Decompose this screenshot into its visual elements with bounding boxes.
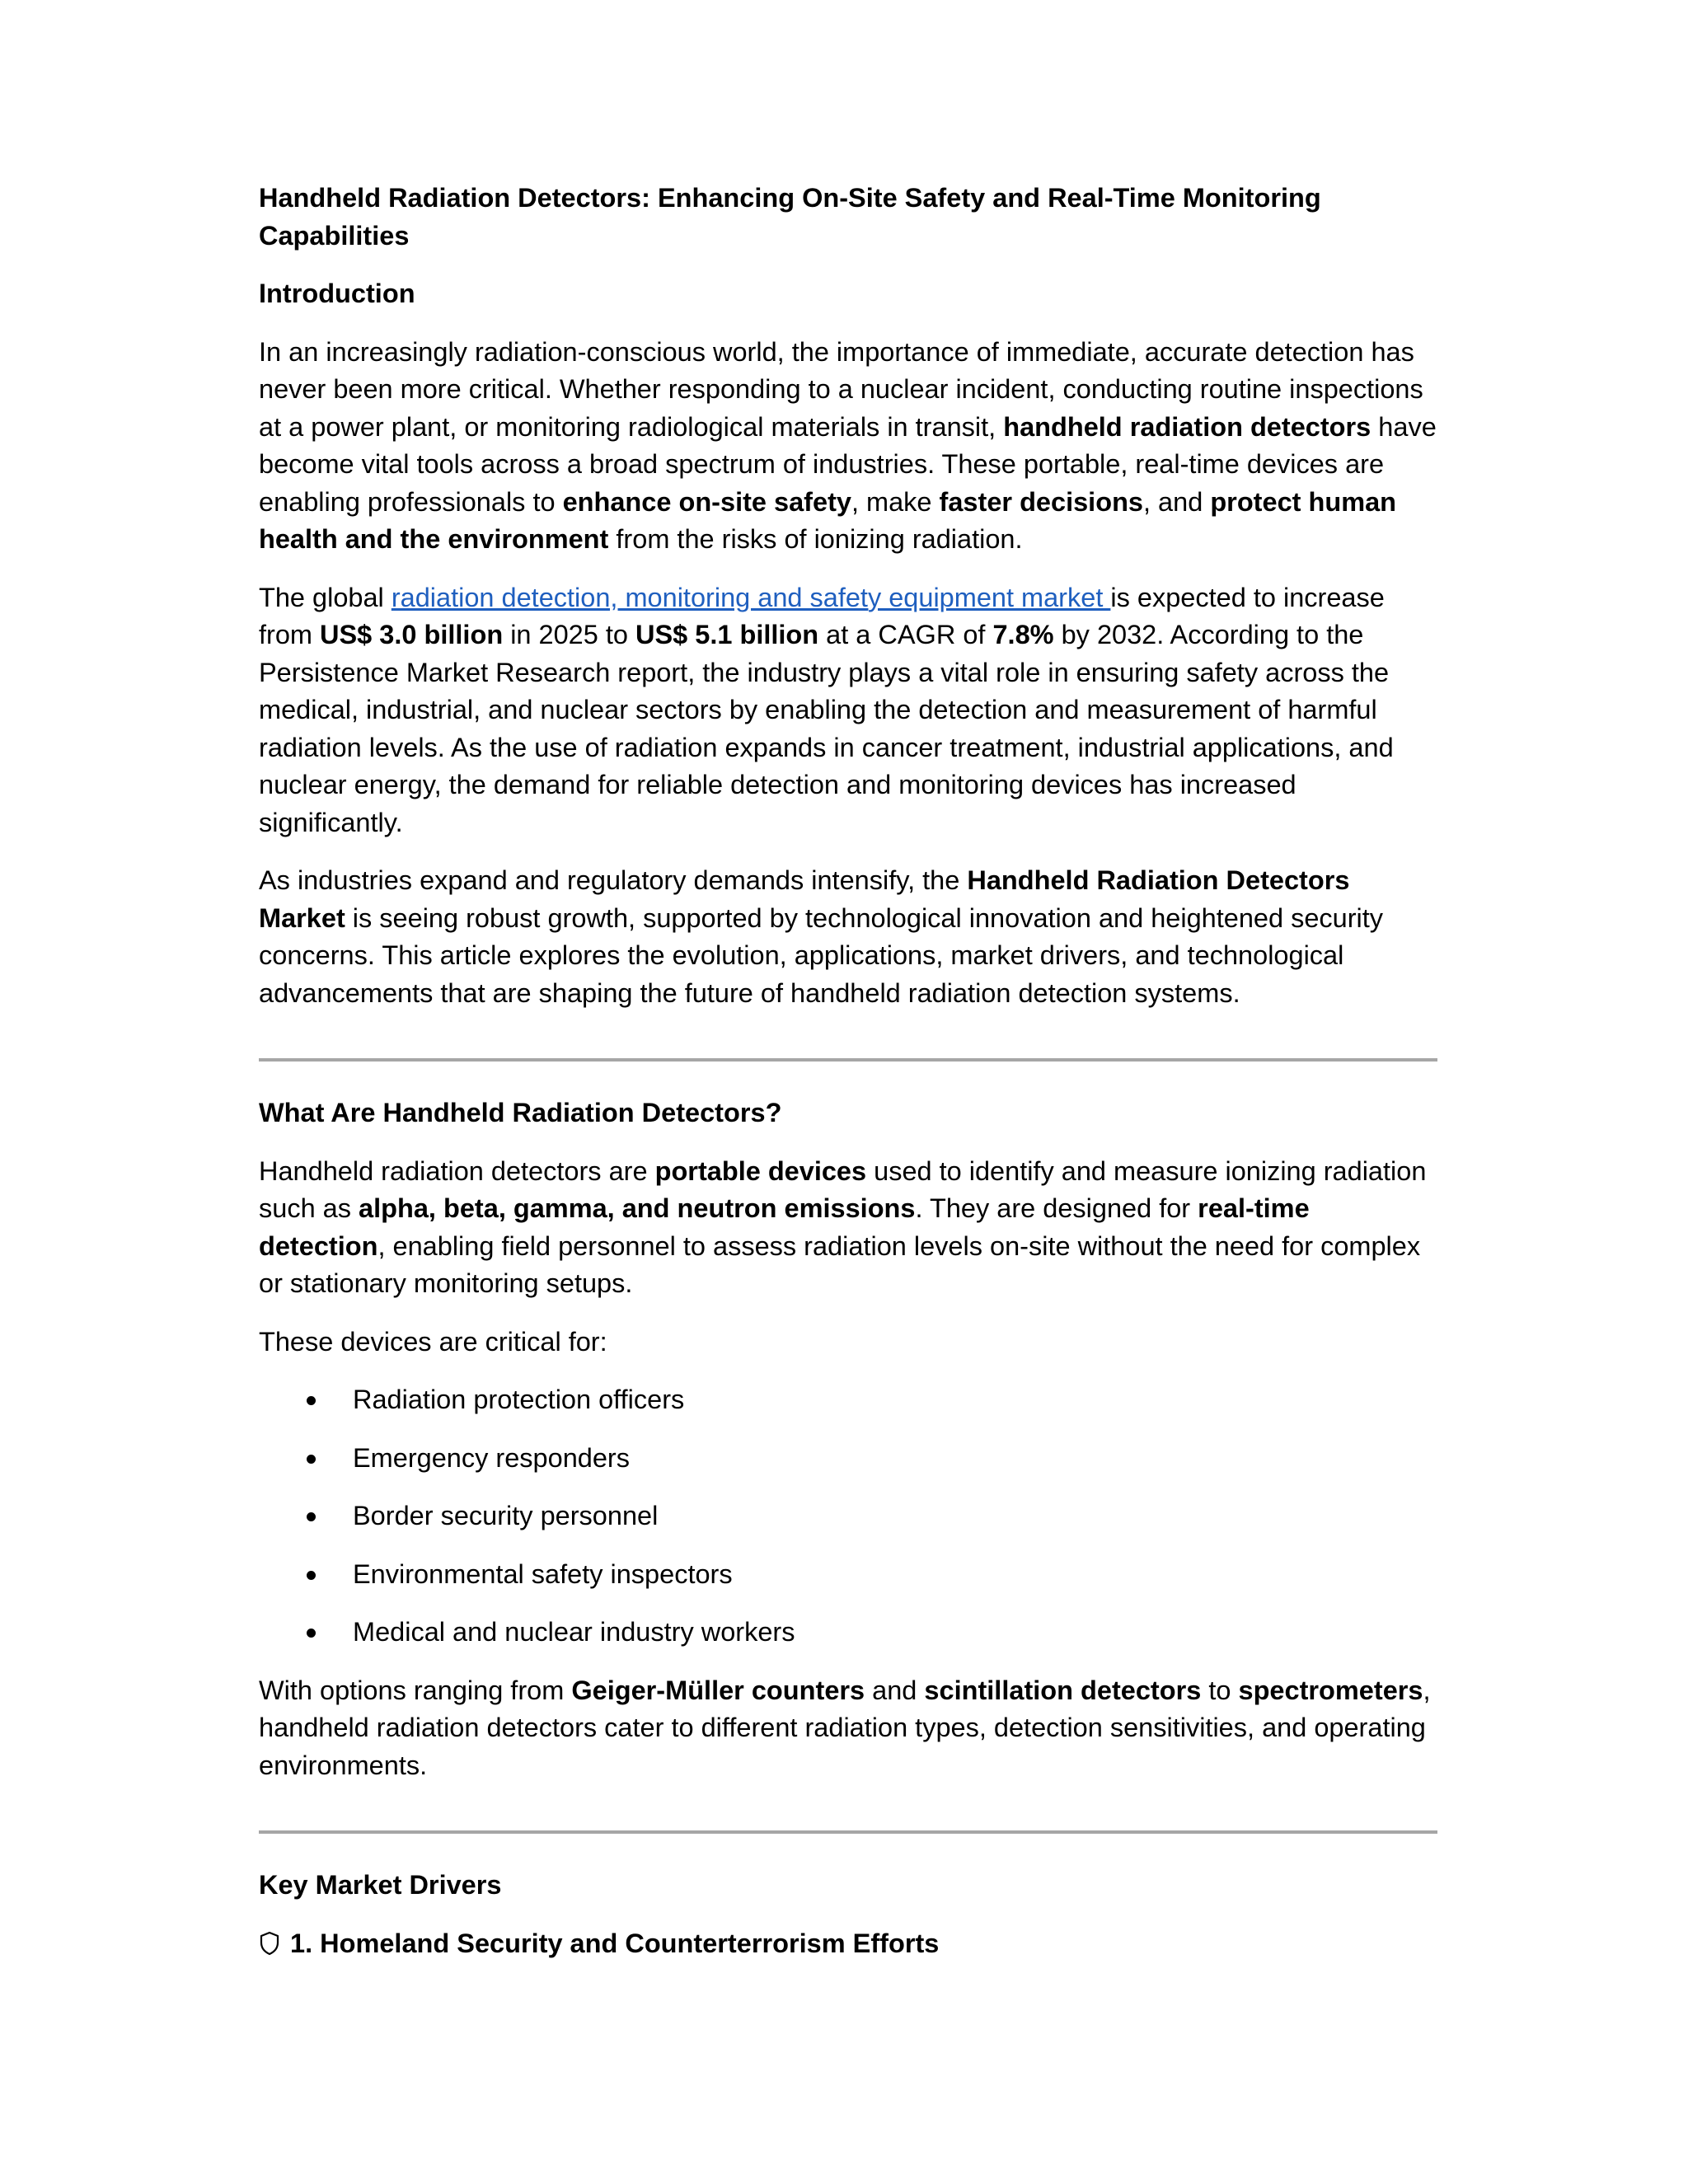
what-paragraph-3: With options ranging from Geiger-Müller counters and scintillation detectors to spectrometers, handheld radiation detectors cater to different radiation types, detection sensitivities, and operating environments. [259,1675,1431,1780]
shield-icon [259,1931,280,1956]
list-item: Border security personnel [259,1497,1437,1535]
drivers-heading: Key Market Drivers [259,1870,502,1900]
list-item: Emergency responders [259,1440,1437,1478]
what-paragraph-1: Handheld radiation detectors are portable devices used to identify and measure ionizing radiation such as alpha, beta, gamma, and neutron emissions. They are designed for real-time detection, enabling field personnel to assess radiation levels on-site without the need for complex or stationary monitoring setups. [259,1155,1427,1298]
bullet-icon [307,1629,316,1638]
section-divider [259,1830,1437,1834]
bullet-icon [307,1396,316,1405]
what-paragraph-2: These devices are critical for: [259,1326,607,1357]
list-item: Radiation protection officers [259,1381,1437,1419]
intro-paragraph-3: As industries expand and regulatory demands intensify, the Handheld Radiation Detectors Market is seeing robust growth, supported by technological innovation and heightened security concerns. This article explores the evolution, applications, market drivers, and technological advancements that are shaping the future of handheld radiation detection systems. [259,865,1384,1008]
section-divider [259,1058,1437,1062]
bullet-icon [307,1512,316,1521]
document-page [259,180,1437,1983]
bullet-icon [307,1455,316,1464]
list-item: Environmental safety inspectors [259,1556,1437,1594]
what-heading: What Are Handheld Radiation Detectors? [259,1098,782,1127]
market-report-link[interactable]: radiation detection, monitoring and safety equipment market [391,582,1111,612]
document-title: Handheld Radiation Detectors: Enhancing On-Site Safety and Real-Time Monitoring Capabilities [259,183,1321,251]
intro-heading: Introduction [259,279,415,308]
driver-subheading-1: 1. Homeland Security and Counterterrorism Efforts [259,1925,1437,1963]
bullet-list [259,1381,1437,1652]
intro-paragraph-2: The global radiation detection, monitoring and safety equipment market is expected to increase from US$ 3.0 billion in 2025 to US$ 5.1 billion at a CAGR of 7.8% by 2032. According to the Persistence Market Research report, the industry plays a vital role in ensuring safety across the medical, industrial, and nuclear sectors by enabling the detection and measurement of harmful radiation levels. As the use of radiation expands in cancer treatment, industrial applications, and nuclear energy, the demand for reliable detection and monitoring devices has increased significantly. [259,582,1394,837]
list-item: Medical and nuclear industry workers [259,1614,1437,1652]
bullet-icon [307,1571,316,1580]
intro-paragraph-1: In an increasingly radiation-conscious world, the importance of immediate, accurate detection has never been more critical. Whether responding to a nuclear incident, conducting routine inspections at a power plant, or monitoring radiological materials in transit, handheld radiation detectors have become vital tools across a broad spectrum of industries. These portable, real-time devices are enabling professionals to enhance on-site safety, make faster decisions, and protect human health and the environment from the risks of ionizing radiation. [259,336,1437,554]
